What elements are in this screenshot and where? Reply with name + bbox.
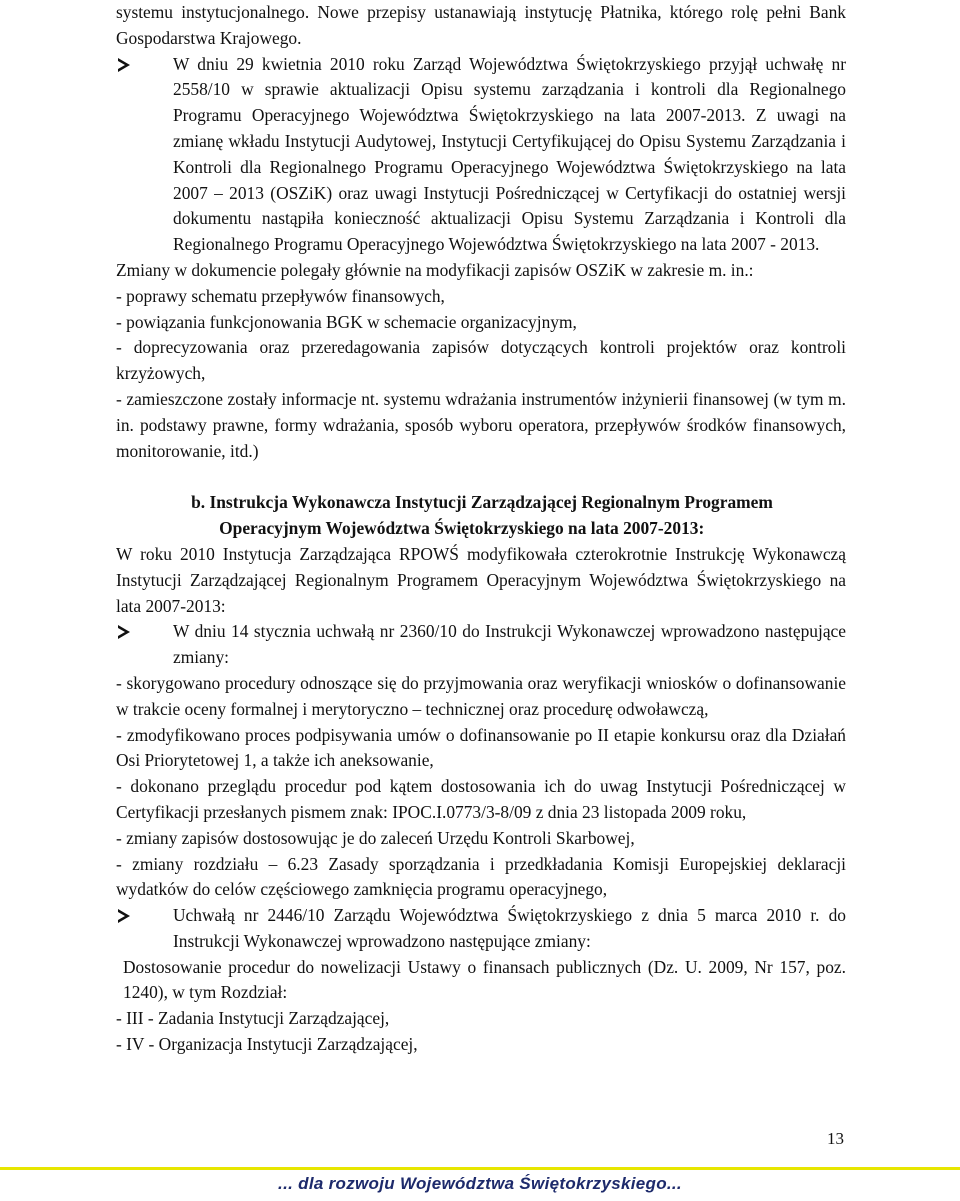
list-item: - zamieszczone zostały informacje nt. systemu wdrażania instrumentów inżynierii finansowej (w tym m. in. podstawy prawne, formy wdrażania, sposób wyboru operatora, przepływów środków finansowych, monitorowanie, itd.): [116, 388, 846, 461]
footer-slogan: ... dla rozwoju Województwa Świętokrzyskiego...: [278, 1174, 682, 1193]
arrow-bullet-icon: [116, 624, 132, 640]
list-item: - doprecyzowania oraz przeredagowania zapisów dotyczących kontroli projektów oraz kontroli krzyżowych,: [116, 337, 846, 384]
arrow-bullet-icon: [116, 57, 132, 73]
bullet-march-resolution: Uchwałą nr 2446/10 Zarządu Województwa Świętokrzyskiego z dnia 5 marca 2010 r. do Instrukcji Wykonawczej wprowadzono następujące zmiany:: [116, 903, 846, 955]
paragraph-changes-intro: Zmiany w dokumencie polegały głównie na modyfikacji zapisów OSZiK w zakresie m. in.:: [116, 259, 754, 280]
list-item: - IV - Organizacja Instytucji Zarządzającej,: [116, 1034, 418, 1055]
list-item: - zmiany zapisów dostosowując je do zaleceń Urzędu Kontroli Skarbowej,: [116, 827, 635, 848]
bullet-january-resolution: W dniu 14 stycznia uchwałą nr 2360/10 do Instrukcji Wykonawczej wprowadzono następujące zmiany:: [116, 619, 846, 671]
list-item: - III - Zadania Instytucji Zarządzającej,: [116, 1008, 390, 1029]
list-item: - powiązania funkcjonowania BGK w schemacie organizacyjnym,: [116, 311, 577, 332]
heading-line-1: b. Instrukcja Wykonawcza Instytucji Zarządzającej Regionalnym Programem: [191, 492, 773, 513]
paragraph-intro: systemu instytucjonalnego. Nowe przepisy ustanawiają instytucję Płatnika, którego rolę pełni Bank Gospodarstwa Krajowego.: [116, 2, 846, 48]
list-item: - poprawy schematu przepływów finansowych,: [116, 285, 445, 306]
heading-line-2: Operacyjnym Województwa Świętokrzyskiego na lata 2007-2013:: [219, 518, 705, 539]
document-body: [116, 0, 846, 1058]
list-item: - dokonano przeglądu procedur pod kątem dostosowania ich do uwag Instytucji Pośredniczącej w Certyfikacji przesłanych pismem znak: IPOC.I.0773/3-8/09 z dnia 23 listopada 2009 roku,: [116, 776, 846, 822]
page-number: 13: [827, 1129, 844, 1148]
section-heading-b: [116, 490, 846, 542]
list-item: - zmodyfikowano proces podpisywania umów o dofinansowanie po II etapie konkursu oraz dla Działań Osi Priorytetowej 1, a także ich aneksowanie,: [116, 724, 846, 771]
arrow-bullet-icon: [116, 908, 132, 924]
list-item: - zmiany rozdziału – 6.23 Zasady sporządzania i przedkładania Komisji Europejskiej deklaracji wydatków do celów częściowego zamknięcia programu operacyjnego,: [116, 853, 846, 900]
paragraph-public-finance: Dostosowanie procedur do nowelizacji Ustawy o finansach publicznych (Dz. U. 2009, Nr 157, poz. 1240), w tym Rozdział:: [123, 956, 846, 1003]
paragraph-instruction-intro: W roku 2010 Instytucja Zarządzająca RPOWŚ modyfikowała czterokrotnie Instrukcję Wykonawczą Instytucji Zarządzającej Regionalnym Programem Operacyjnym Województwa Świętokrzyskiego na lata 2007-2013:: [116, 543, 846, 616]
list-item: - skorygowano procedury odnoszące się do przyjmowania oraz weryfikacji wniosków o dofinansowanie w trakcie oceny formalnej i merytoryczno – technicznej oraz procedurę odwoławczą,: [116, 672, 846, 719]
footer-rule: [0, 1167, 960, 1170]
bullet-oszik-update: W dniu 29 kwietnia 2010 roku Zarząd Województwa Świętokrzyskiego przyjął uchwałę nr 2558/10 w sprawie aktualizacji Opisu systemu zarządzania i kontroli dla Regionalnego Programu Operacyjnego Województwa Świętokrzyskiego na lata 2007-2013. Z uwagi na zmianę wkładu Instytucji Audytowej, Instytucji Certyfikującej do Opisu Systemu Zarządzania i Kontroli dla Regionalnego Programu Operacyjnego Województwa Świętokrzyskiego na lata 2007 – 2013 (OSZiK) oraz uwagi Instytucji Pośredniczącej w Certyfikacji do ostatniej wersji dokumentu nastąpiła konieczność aktualizacji Opisu Systemu Zarządzania i Kontroli dla Regionalnego Programu Operacyjnego Województwa Świętokrzyskiego na lata 2007 - 2013.: [116, 52, 846, 258]
